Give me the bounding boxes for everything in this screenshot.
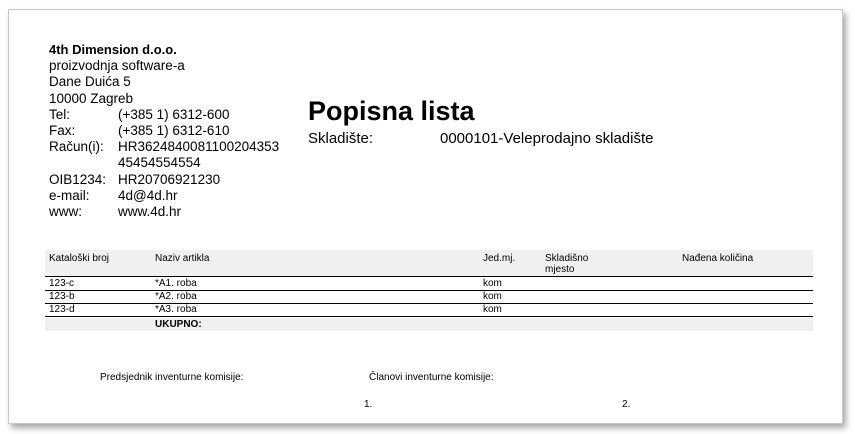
cell-unit: kom <box>483 291 502 302</box>
detail-label: www: <box>49 204 82 220</box>
table-total-row <box>45 318 813 331</box>
detail-value: 4d@4d.hr <box>118 187 178 203</box>
detail-value: (+385 1) 6312-600 <box>118 106 230 122</box>
company-account-row <box>49 139 279 155</box>
report-page <box>8 9 843 424</box>
president-signature-label: Predsjednik inventurne komisije: <box>100 372 244 383</box>
cell-unit: kom <box>483 278 502 289</box>
col-item-name: Naziv artikla <box>155 253 210 264</box>
member-2-label: 2. <box>622 399 631 410</box>
cell-unit: kom <box>483 304 502 315</box>
cell-catalog-number: 123-b <box>49 291 75 302</box>
warehouse-value: 0000101-Veleprodajno skladište <box>440 130 654 147</box>
detail-value: HR20706921230 <box>118 171 221 187</box>
warehouse-label: Skladište: <box>308 130 374 147</box>
company-name: 4th Dimension d.o.o. <box>49 42 177 57</box>
detail-label <box>49 155 118 171</box>
members-signature-label: Članovi inventurne komisije: <box>369 372 494 383</box>
table-row <box>45 304 813 317</box>
company-street: Dane Duića 5 <box>49 74 131 90</box>
cell-item-name: *A3. roba <box>155 304 197 315</box>
cell-catalog-number: 123-d <box>49 304 75 315</box>
company-www-row <box>49 204 279 220</box>
detail-value: HR3624840081100204353 <box>118 139 280 155</box>
company-email-row <box>49 188 279 204</box>
cell-item-name: *A2. roba <box>155 291 197 302</box>
document-title: Popisna lista <box>308 96 475 126</box>
table-row <box>45 291 813 304</box>
detail-label: Račun(i): <box>49 139 104 155</box>
detail-value: (+385 1) 6312-610 <box>118 123 230 139</box>
col-catalog-number: Kataloški broj <box>49 253 110 264</box>
detail-label: Fax: <box>49 123 76 139</box>
company-account2-row <box>49 155 279 171</box>
cell-catalog-number: 123-c <box>49 278 75 289</box>
detail-value: 45454554554 <box>118 155 201 171</box>
col-unit: Jed.mj. <box>483 253 516 264</box>
company-oib-row <box>49 172 279 188</box>
company-block <box>49 42 279 220</box>
company-city: 10000 Zagreb <box>49 90 134 106</box>
detail-label: e-mail: <box>49 187 90 203</box>
col-storage-location: Skladišno mjesto <box>545 253 589 275</box>
company-tel-row <box>49 107 279 123</box>
detail-label: Tel: <box>49 106 71 122</box>
table-header <box>45 250 813 277</box>
table-row <box>45 278 813 291</box>
member-1-label: 1. <box>364 399 373 410</box>
detail-value: www.4d.hr <box>118 204 182 220</box>
total-label: UKUPNO: <box>155 319 202 330</box>
company-activity: proizvodnja software-a <box>49 58 185 74</box>
detail-label: OIB1234: <box>49 171 107 187</box>
col-found-quantity: Nađena količina <box>682 253 754 264</box>
company-fax-row <box>49 123 279 139</box>
warehouse-line <box>308 130 654 147</box>
cell-item-name: *A1. roba <box>155 278 197 289</box>
